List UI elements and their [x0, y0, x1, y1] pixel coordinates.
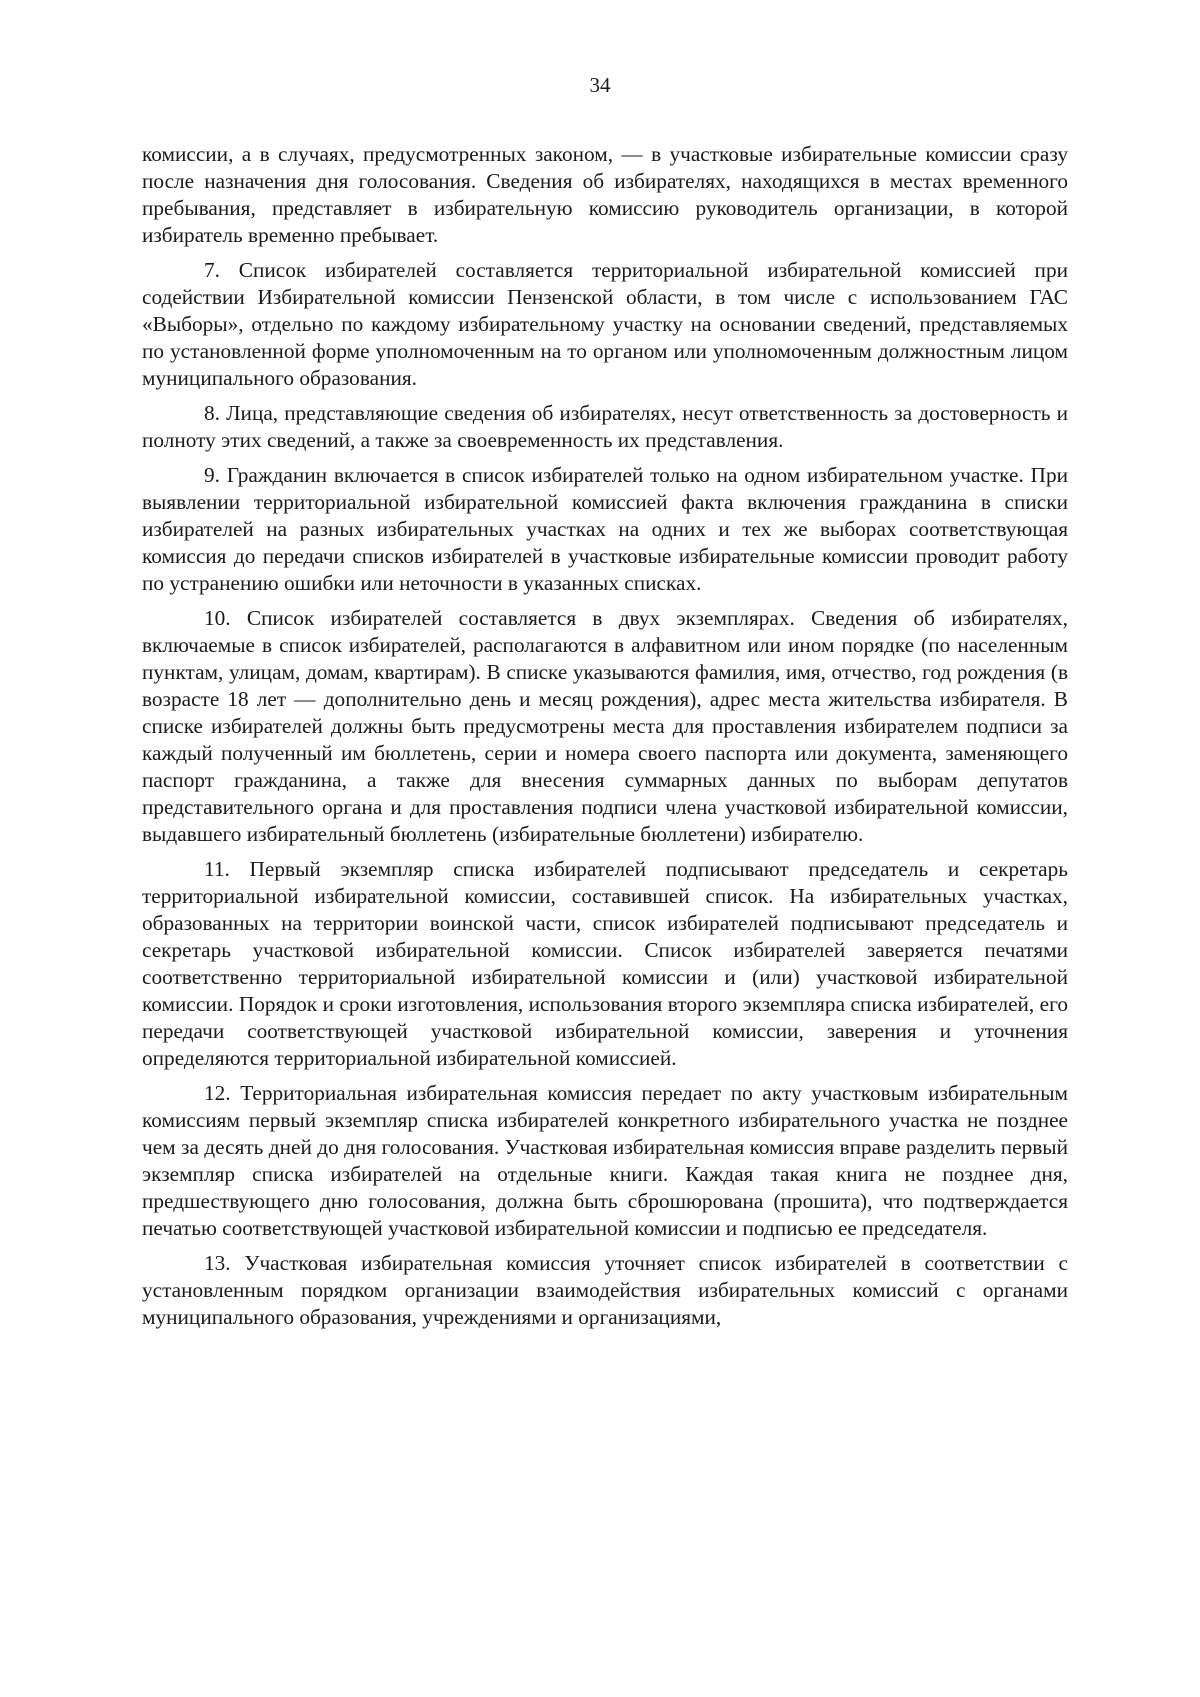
- paragraph-continuation: комиссии, а в случаях, предусмотренных законом, — в участковые избирательные комиссии сразу после назначения дня голосования. Сведения об избирателях, находящихся в местах временного пребывания, представляет в избирательную комиссию руководитель организации, в которой избиратель временно пребывает.: [142, 142, 1068, 247]
- paragraph-7: 7. Список избирателей составляется территориальной избирательной комиссией при содействии Избирательной комиссии Пензенской области, в том числе с использованием ГАС «Выборы», отдельно по каждому избирательному участку на основании сведений, представляемых по установленной форме уполномоченным на то органом или уполномоченным должностным лицом муниципального образования.: [142, 258, 1068, 390]
- paragraph-9: 9. Гражданин включается в список избирателей только на одном избирательном участке. При выявлении территориальной избирательной комиссией факта включения гражданина в списки избирателей на разных избирательных участках на одних и тех же выборах соответствующая комиссия до передачи списков избирателей в участковые избирательные комиссии проводит работу по устранению ошибки или неточности в указанных списках.: [142, 463, 1068, 595]
- paragraph-11: 11. Первый экземпляр списка избирателей подписывают председатель и секретарь территориальной избирательной комиссии, составившей список. На избирательных участках, образованных на территории воинской части, список избирателей подписывают председатель и секретарь участковой избирательной комиссии. Список избирателей заверяется печатями соответственно территориальной избирательной комиссии и (или) участковой избирательной комиссии. Порядок и сроки изготовления, использования второго экземпляра списка избирателей, его передачи соответствующей участковой избирательной комиссии, заверения и уточнения определяются территориальной избирательной комиссией.: [142, 857, 1068, 1070]
- paragraph-8: 8. Лица, представляющие сведения об избирателях, несут ответственность за достоверность и полноту этих сведений, а также за своевременность их представления.: [142, 401, 1068, 452]
- paragraph-12: 12. Территориальная избирательная комиссия передает по акту участковым избирательным комиссиям первый экземпляр списка избирателей конкретного избирательного участка не позднее чем за десять дней до дня голосования. Участковая избирательная комиссия вправе разделить первый экземпляр списка избирателей на отдельные книги. Каждая такая книга не позднее дня, предшествующего дню голосования, должна быть сброшюрована (прошита), что подтверждается печатью соответствующей участковой избирательной комиссии и подписью ее председателя.: [142, 1081, 1068, 1240]
- paragraph-13: 13. Участковая избирательная комиссия уточняет список избирателей в соответствии с установленным порядком организации взаимодействия избирательных комиссий с органами муниципального образования, учреждениями и организациями,: [142, 1251, 1068, 1329]
- paragraph-10: 10. Список избирателей составляется в двух экземплярах. Сведения об избирателях, включаемые в список избирателей, располагаются в алфавитном или ином порядке (по населенным пунктам, улицам, домам, квартирам). В списке указываются фамилия, имя, отчество, год рождения (в возрасте 18 лет — дополнительно день и месяц рождения), адрес места жительства избирателя. В списке избирателей должны быть предусмотрены места для проставления избирателем подписи за каждый полученный им бюллетень, серии и номера своего паспорта или документа, заменяющего паспорт гражданина, а также для внесения суммарных данных по выборам депутатов представительного органа и для проставления подписи члена участковой избирательной комиссии, выдавшего избирательный бюллетень (избирательные бюллетени) избирателю.: [142, 606, 1068, 846]
- document-body: [142, 141, 1068, 1339]
- page-number: 34: [589, 73, 611, 97]
